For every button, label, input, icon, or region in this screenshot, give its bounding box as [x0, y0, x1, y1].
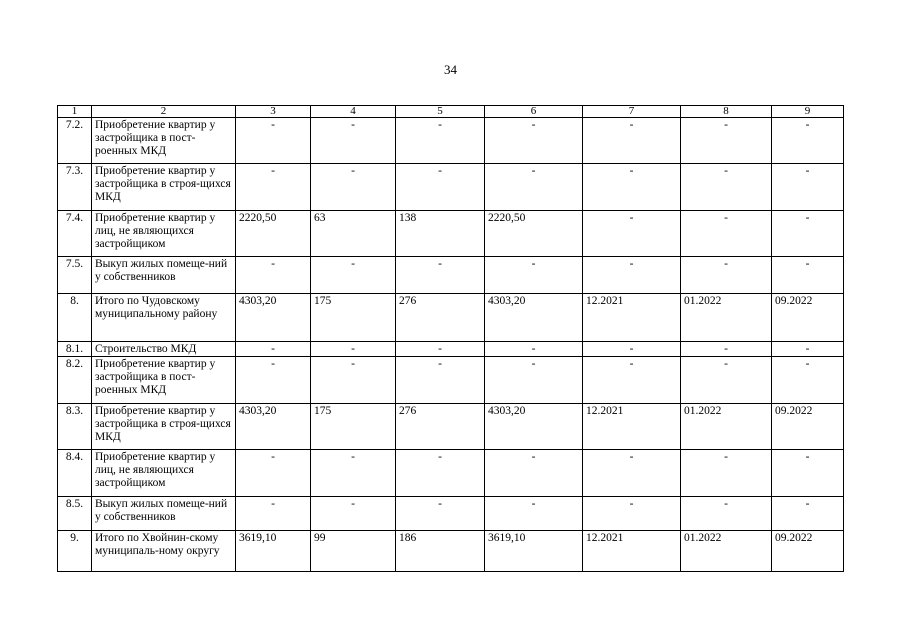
cell-col-4: -: [311, 497, 396, 531]
cell-col-9: 09.2022: [772, 404, 844, 450]
column-number-row: [58, 106, 844, 118]
cell-col-6: -: [485, 450, 583, 497]
row-name: Строительство МКД: [92, 342, 236, 357]
cell-col-8: -: [681, 357, 772, 404]
cell-col-9: -: [772, 211, 844, 257]
cell-col-6: -: [485, 342, 583, 357]
row-name: Приобретение квартир у лиц, не являющихся застройщиком: [92, 211, 236, 257]
cell-col-6: 4303,20: [485, 404, 583, 450]
cell-col-5: -: [396, 118, 485, 164]
cell-col-4: -: [311, 450, 396, 497]
cell-col-7: -: [583, 357, 681, 404]
cell-col-6: 2220,50: [485, 211, 583, 257]
row-name: Приобретение квартир у застройщика в строя-щихся МКД: [92, 404, 236, 450]
cell-col-8: -: [681, 118, 772, 164]
cell-col-6: 4303,20: [485, 294, 583, 342]
cell-col-5: 276: [396, 294, 485, 342]
data-table: [57, 105, 844, 572]
row-number: 8.3.: [58, 404, 92, 450]
cell-col-4: -: [311, 118, 396, 164]
cell-col-7: -: [583, 497, 681, 531]
cell-col-9: -: [772, 342, 844, 357]
cell-col-4: 63: [311, 211, 396, 257]
cell-col-5: 138: [396, 211, 485, 257]
cell-col-3: -: [236, 497, 311, 531]
cell-col-8: 01.2022: [681, 531, 772, 572]
table-row: [58, 342, 844, 357]
row-number: 8.5.: [58, 497, 92, 531]
cell-col-7: 12.2021: [583, 531, 681, 572]
table-row: [58, 257, 844, 294]
cell-col-4: -: [311, 357, 396, 404]
cell-col-9: 09.2022: [772, 531, 844, 572]
cell-col-7: -: [583, 118, 681, 164]
table-row: [58, 531, 844, 572]
row-number: 7.3.: [58, 164, 92, 211]
cell-col-6: 3619,10: [485, 531, 583, 572]
cell-col-4: -: [311, 164, 396, 211]
cell-col-9: -: [772, 118, 844, 164]
cell-col-6: -: [485, 357, 583, 404]
table-row: [58, 118, 844, 164]
cell-col-7: -: [583, 211, 681, 257]
row-number: 8.: [58, 294, 92, 342]
row-number: 7.5.: [58, 257, 92, 294]
cell-col-3: -: [236, 164, 311, 211]
cell-col-7: 12.2021: [583, 294, 681, 342]
cell-col-6: -: [485, 118, 583, 164]
cell-col-8: -: [681, 450, 772, 497]
cell-col-3: 4303,20: [236, 294, 311, 342]
row-name: Итого по Хвойнин-скому муниципаль-ному округу: [92, 531, 236, 572]
cell-col-5: -: [396, 257, 485, 294]
cell-col-9: -: [772, 257, 844, 294]
cell-col-8: -: [681, 342, 772, 357]
cell-col-6: -: [485, 164, 583, 211]
cell-col-3: -: [236, 450, 311, 497]
table-row: [58, 211, 844, 257]
cell-col-5: -: [396, 164, 485, 211]
row-name: Приобретение квартир у застройщика в пост-роенных МКД: [92, 357, 236, 404]
cell-col-3: -: [236, 118, 311, 164]
cell-col-8: 01.2022: [681, 404, 772, 450]
row-number: 7.4.: [58, 211, 92, 257]
cell-col-3: -: [236, 342, 311, 357]
row-number: 9.: [58, 531, 92, 572]
column-number-5: 5: [396, 106, 485, 118]
row-number: 8.2.: [58, 357, 92, 404]
table-row: [58, 357, 844, 404]
cell-col-3: -: [236, 357, 311, 404]
cell-col-5: -: [396, 342, 485, 357]
cell-col-8: -: [681, 164, 772, 211]
cell-col-8: -: [681, 211, 772, 257]
row-number: 8.4.: [58, 450, 92, 497]
cell-col-8: -: [681, 257, 772, 294]
cell-col-4: -: [311, 342, 396, 357]
row-name: Итого по Чудовскому муниципальному району: [92, 294, 236, 342]
cell-col-3: 2220,50: [236, 211, 311, 257]
cell-col-3: 4303,20: [236, 404, 311, 450]
row-name: Выкуп жилых помеще-ний у собственников: [92, 497, 236, 531]
cell-col-8: -: [681, 497, 772, 531]
cell-col-4: -: [311, 257, 396, 294]
cell-col-6: -: [485, 497, 583, 531]
cell-col-7: -: [583, 257, 681, 294]
table-row: [58, 450, 844, 497]
row-number: 8.1.: [58, 342, 92, 357]
row-name: Приобретение квартир у лиц, не являющихся застройщиком: [92, 450, 236, 497]
cell-col-4: 99: [311, 531, 396, 572]
table-row: [58, 164, 844, 211]
table-row: [58, 294, 844, 342]
cell-col-5: -: [396, 450, 485, 497]
cell-col-7: 12.2021: [583, 404, 681, 450]
cell-col-3: 3619,10: [236, 531, 311, 572]
table-row: [58, 497, 844, 531]
column-number-8: 8: [681, 106, 772, 118]
column-number-9: 9: [772, 106, 844, 118]
cell-col-4: 175: [311, 294, 396, 342]
cell-col-5: -: [396, 497, 485, 531]
column-number-3: 3: [236, 106, 311, 118]
cell-col-8: 01.2022: [681, 294, 772, 342]
cell-col-9: -: [772, 450, 844, 497]
column-number-6: 6: [485, 106, 583, 118]
column-number-7: 7: [583, 106, 681, 118]
row-name: Выкуп жилых помеще-ний у собственников: [92, 257, 236, 294]
column-number-4: 4: [311, 106, 396, 118]
cell-col-7: -: [583, 164, 681, 211]
cell-col-9: -: [772, 164, 844, 211]
cell-col-4: 175: [311, 404, 396, 450]
cell-col-3: -: [236, 257, 311, 294]
page-number: 34: [444, 62, 457, 77]
cell-col-5: -: [396, 357, 485, 404]
cell-col-9: -: [772, 497, 844, 531]
cell-col-7: -: [583, 342, 681, 357]
cell-col-9: 09.2022: [772, 294, 844, 342]
row-number: 7.2.: [58, 118, 92, 164]
cell-col-5: 276: [396, 404, 485, 450]
table-row: [58, 404, 844, 450]
row-name: Приобретение квартир у застройщика в строя-щихся МКД: [92, 164, 236, 211]
cell-col-6: -: [485, 257, 583, 294]
column-number-2: 2: [92, 106, 236, 118]
row-name: Приобретение квартир у застройщика в пост-роенных МКД: [92, 118, 236, 164]
cell-col-9: -: [772, 357, 844, 404]
cell-col-5: 186: [396, 531, 485, 572]
cell-col-7: -: [583, 450, 681, 497]
column-number-1: 1: [58, 106, 92, 118]
